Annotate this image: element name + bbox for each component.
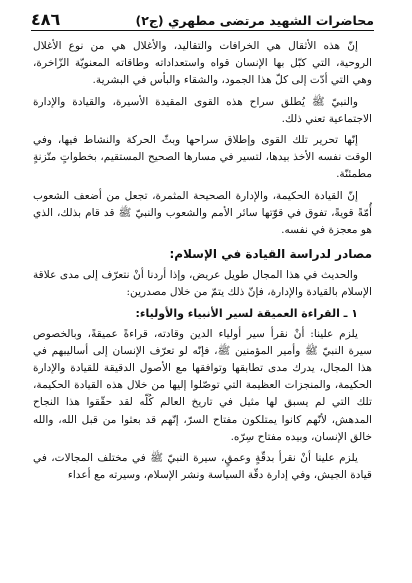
paragraph: يلزم علينا أنْ نقرأ بدقّةٍ وعمقٍ، سيرة النبيّ ﷺ في مختلف المجالات، في قيادة الجيش، وفي إدارة دقّة السياسة ونشر الإسلام، وسيرته مع أعداء [33,452,372,482]
book-title: محاضرات الشهيد مرتضى مطهري (ج٢) [135,13,374,28]
paragraph: والنبيّ ﷺ يُطلق سراح هذه القوى المقيدة الأسيرة، والقيادة والإدارة الاجتماعية تعني ذلك. [33,95,372,125]
subsection-heading: ١ ـ القراءة العميقة لسير الأنبياء والأولياء: [135,306,358,320]
page-body [33,38,372,488]
section-heading: مصادر لدراسة القيادة في الإسلام: [169,247,372,262]
paragraph: إنّ القيادة الحكيمة، والإدارة الصحيحة المثمرة، تجعل من أضعف الشعوب أُمّةً قويةً، تفوق في قوّتها سائر الأمم والشعوب والنبيّ ﷺ قد قام بذلك، الذي هو معجزة في نفسه. [33,189,372,237]
paragraph: يلزم علينا: أنْ نقرأ سير أولياء الدين وقادته، قراءةً عميقةً، وبالخصوص سيرة النبيّ ﷺ وأمير المؤمنين ﷺ، فإنّه لو تعرّف الإنسان إلى أساليبهم في هذا المجال، يدرك مدى تطابقها وتوافقها مع الأصول الدقيقة للقيادة والإدارة الحكيمة، والمنجزات العظيمة التي توصّلوا إليها من خلال هذه القيادة الحكيمة، تلك التي لم يسبق لها مثيل في تاريخ العالم كُلّه لقد حقّقوا هذا النجاح المدهش، لأنّهم كانوا يمتلكون مفتاح السرّ، إنّهم قد بعثوا من قبل الله، والله خالق الإنسان، وبيده مفتاح سِرّه. [33,327,372,443]
paragraph: والحديث في هذا المجال طويل عريض، وإذا أردنا أنْ نتعرّف إلى مدى علاقة الإسلام بالقيادة والإدارة، فإنّ ذلك يتمّ من خلال مصدرين: [33,269,372,299]
running-header [31,10,374,31]
paragraph: إنّ هذه الأثقال هي الخرافات والتقاليد، والأغلال هي من نوع الأغلال الروحية، التي كبّل بها الإنسان قواه واستعداداته وطاقاته المعنويّة الزّاخرة، وهي التي أدّت إلى كلّ هذا الجمود، والشقاء والبأس في البشرية. [33,40,372,87]
paragraph: إنّها تحرير تلك القوى وإطلاق سراحها وبثّ الحركة والنشاط فيها، وفي الوقت نفسه الأخذ بيدها، لتسير في مسارها الصحيح المستقيم، بخطواتٍ متّزنةٍ مطمئنّة. [33,134,372,181]
page-number: ٤٨٦ [31,10,61,29]
